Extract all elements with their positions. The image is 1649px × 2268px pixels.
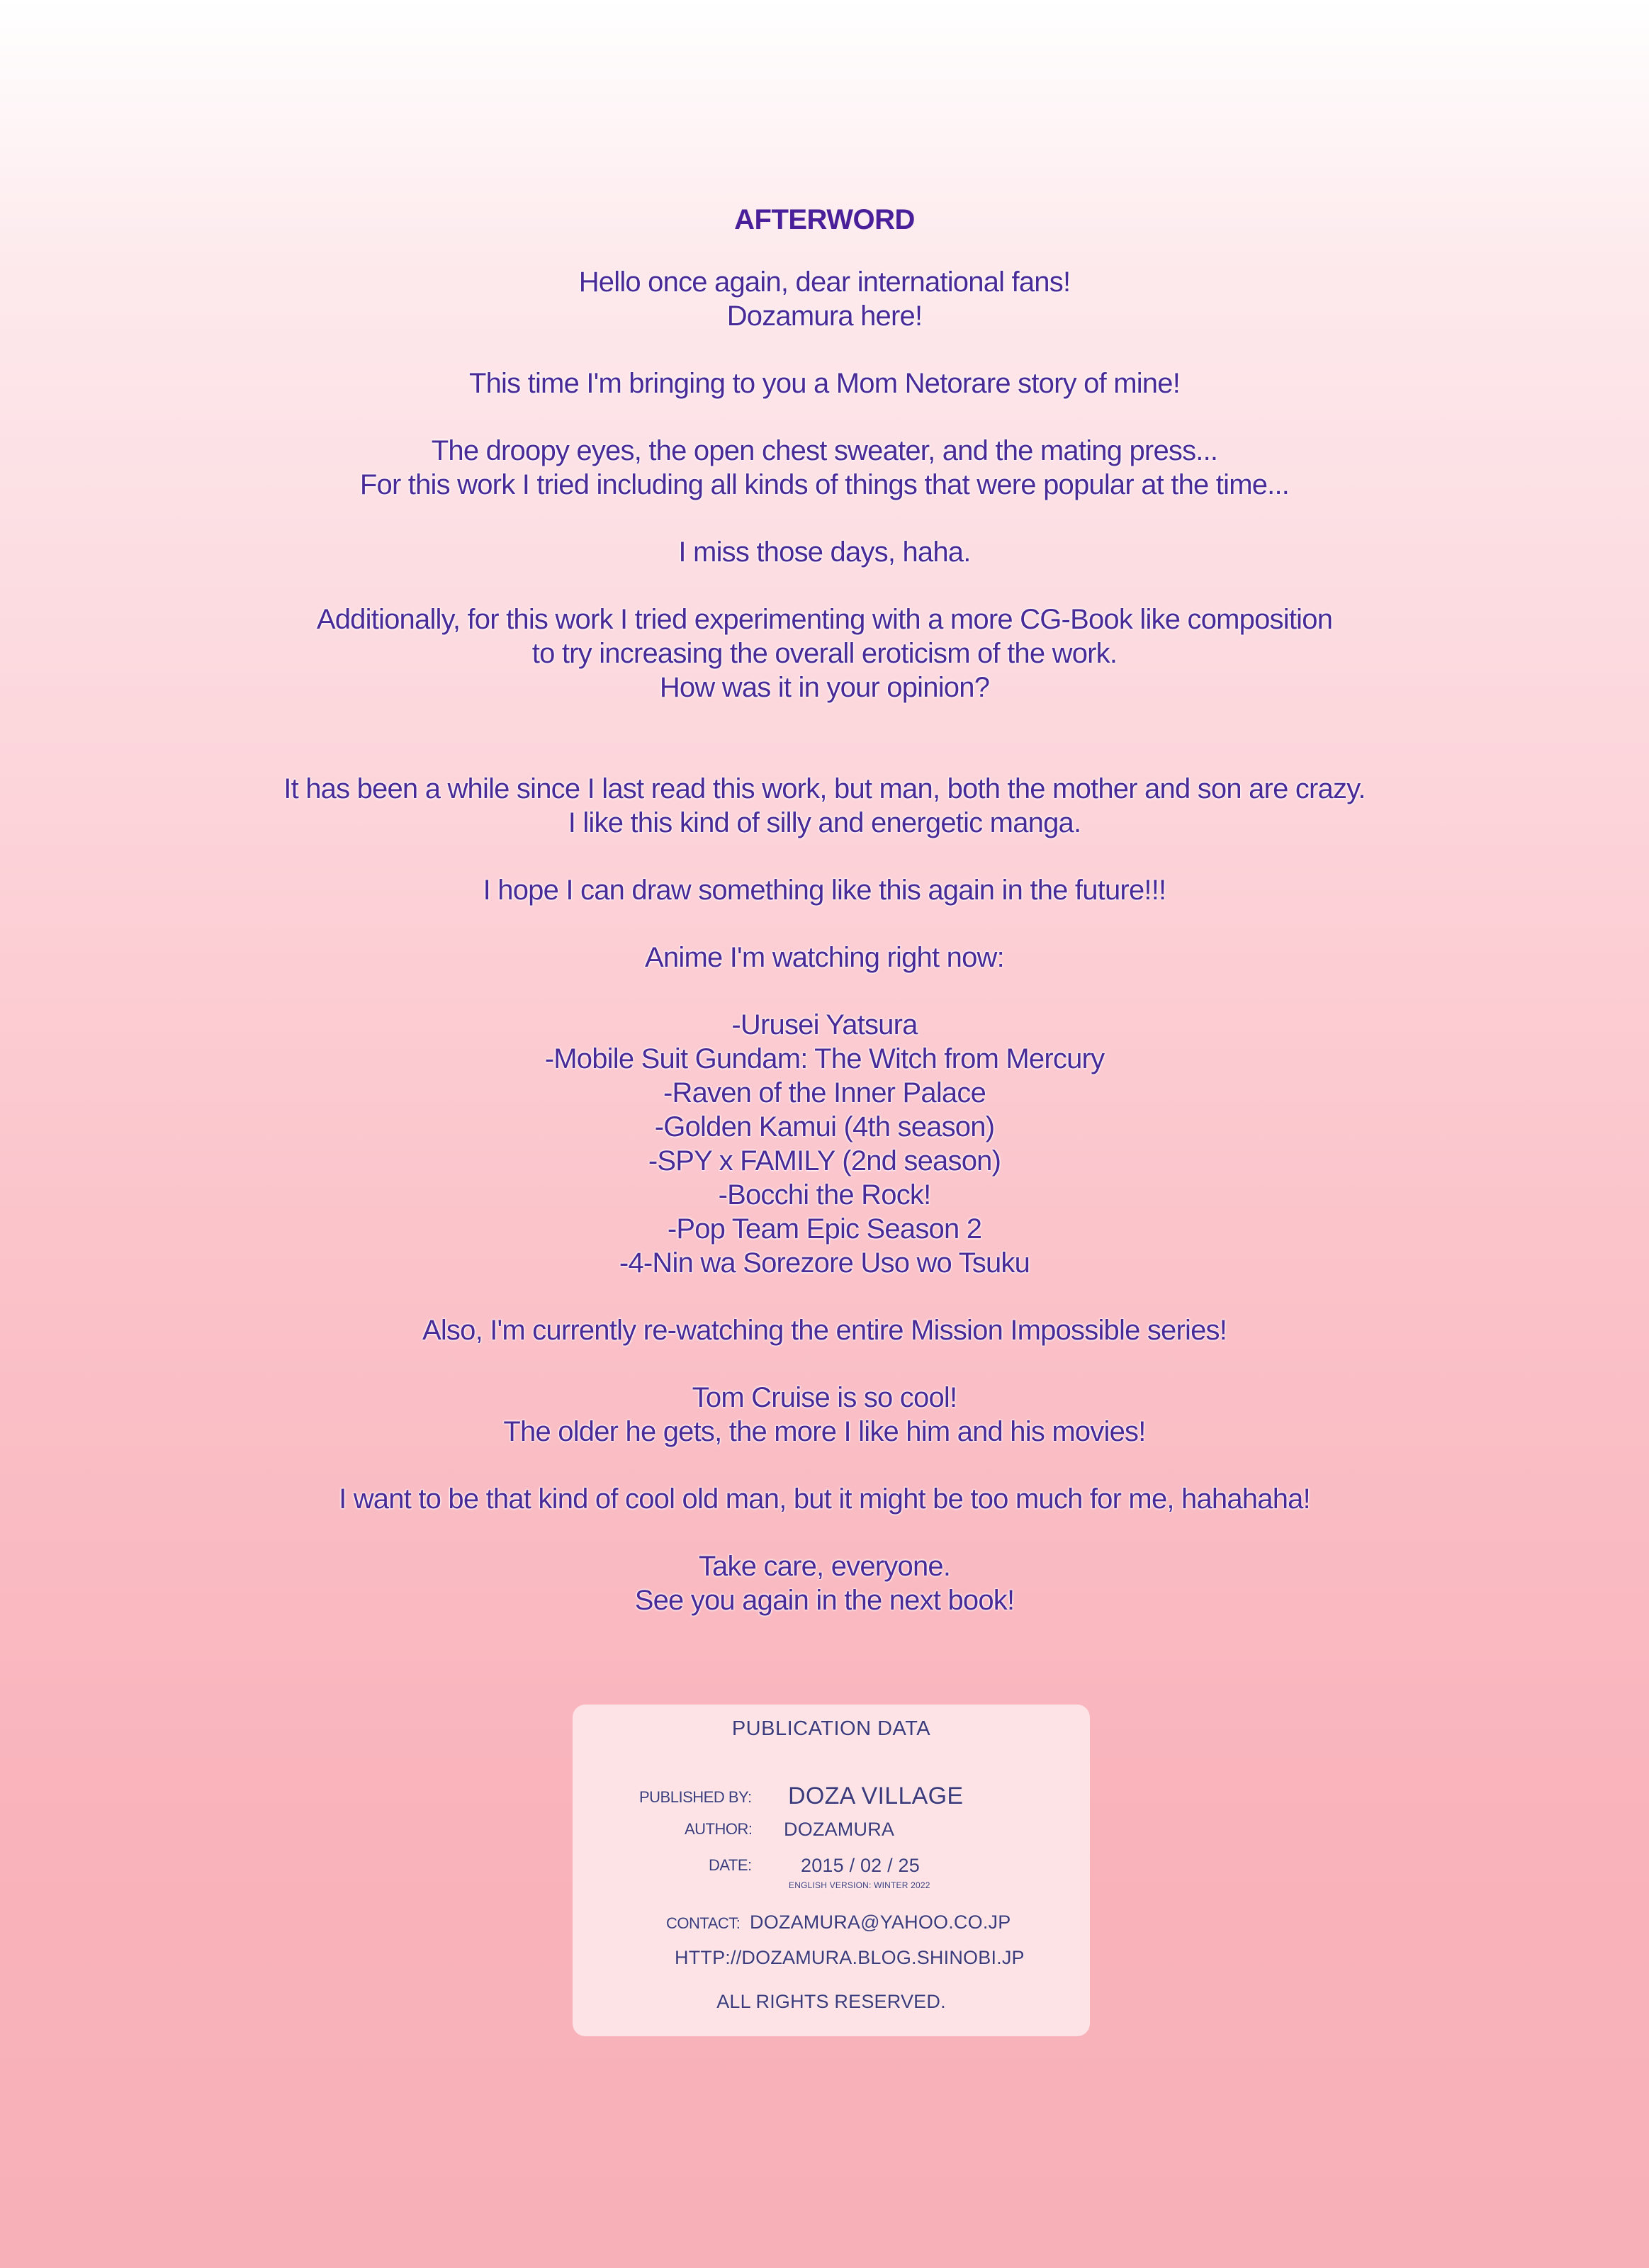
paragraph-gap	[0, 333, 1649, 366]
afterword-line: Anime I'm watching right now:	[645, 942, 1004, 973]
afterword-line: Tom Cruise is so cool!	[692, 1382, 957, 1413]
published-by-label: PUBLISHED BY:	[639, 1788, 752, 1806]
afterword-line: Additionally, for this work I tried experimenting with a more CG-Book like composition	[316, 604, 1333, 635]
english-version-note: ENGLISH VERSION: WINTER 2022	[789, 1880, 930, 1890]
anime-list-item: -Raven of the Inner Palace	[663, 1077, 986, 1108]
afterword-line: The droopy eyes, the open chest sweater, and the mating press...	[431, 435, 1218, 466]
publication-data-box	[573, 1705, 1090, 2036]
paragraph-gap	[0, 569, 1649, 602]
paragraph-gap	[0, 907, 1649, 941]
contact-label: CONTACT:	[666, 1914, 741, 1932]
paragraph-gap	[0, 400, 1649, 434]
paragraph-gap	[0, 502, 1649, 535]
published-by-value: DOZA VILLAGE	[788, 1783, 964, 1809]
afterword-line: I miss those days, haha.	[678, 537, 971, 568]
afterword-line: Dozamura here!	[726, 301, 923, 332]
paragraph-gap	[0, 1449, 1649, 1482]
afterword-line: Take care, everyone.	[698, 1551, 951, 1582]
paragraph-gap	[0, 1347, 1649, 1381]
rights-notice: ALL RIGHTS RESERVED.	[716, 1991, 946, 2012]
author-value: DOZAMURA	[784, 1819, 895, 1840]
afterword-line: to try increasing the overall eroticism of the work.	[531, 638, 1118, 669]
afterword-section	[0, 198, 1649, 1617]
paragraph-gap	[0, 975, 1649, 1008]
contact-email[interactable]: DOZAMURA@YAHOO.CO.JP	[750, 1911, 1011, 1933]
paragraph-gap	[0, 704, 1649, 772]
paragraph-gap	[0, 1280, 1649, 1313]
anime-list-item: -Golden Kamui (4th season)	[654, 1111, 995, 1143]
anime-list-item: -SPY x FAMILY (2nd season)	[648, 1145, 1001, 1177]
afterword-line: How was it in your opinion?	[659, 672, 990, 703]
afterword-title: AFTERWORD	[734, 204, 915, 235]
afterword-line: Hello once again, dear international fans!	[578, 266, 1071, 298]
anime-list-item: -Mobile Suit Gundam: The Witch from Mercury	[544, 1043, 1105, 1074]
anime-list-item: -Bocchi the Rock!	[718, 1179, 931, 1211]
publication-title: PUBLICATION DATA	[731, 1717, 931, 1740]
afterword-line: See you again in the next book!	[634, 1585, 1015, 1616]
paragraph-gap	[0, 840, 1649, 873]
author-label: AUTHOR:	[685, 1820, 753, 1838]
anime-list-item: -Urusei Yatsura	[731, 1009, 918, 1040]
afterword-line: I hope I can draw something like this again in the future!!!	[483, 875, 1166, 906]
afterword-line: It has been a while since I last read this work, but man, both the mother and son are crazy.	[283, 773, 1366, 804]
afterword-line: For this work I tried including all kinds of things that were popular at the time...	[359, 469, 1290, 500]
anime-list-item: -Pop Team Epic Season 2	[667, 1213, 982, 1245]
afterword-line: Also, I'm currently re-watching the entire Mission Impossible series!	[422, 1315, 1227, 1346]
date-label: DATE:	[709, 1856, 752, 1874]
afterword-line: This time I'm bringing to you a Mom Netorare story of mine!	[468, 368, 1181, 399]
afterword-line: The older he gets, the more I like him and his movies!	[503, 1416, 1146, 1447]
website-link[interactable]: HTTP://DOZAMURA.BLOG.SHINOBI.JP	[675, 1947, 1025, 1968]
date-value: 2015 / 02 / 25	[801, 1855, 920, 1876]
paragraph-gap	[0, 1516, 1649, 1549]
anime-list-item: -4-Nin wa Sorezore Uso wo Tsuku	[619, 1247, 1030, 1279]
afterword-line: I like this kind of silly and energetic manga.	[568, 807, 1081, 838]
afterword-line: I want to be that kind of cool old man, but it might be too much for me, hahahaha!	[339, 1483, 1310, 1515]
